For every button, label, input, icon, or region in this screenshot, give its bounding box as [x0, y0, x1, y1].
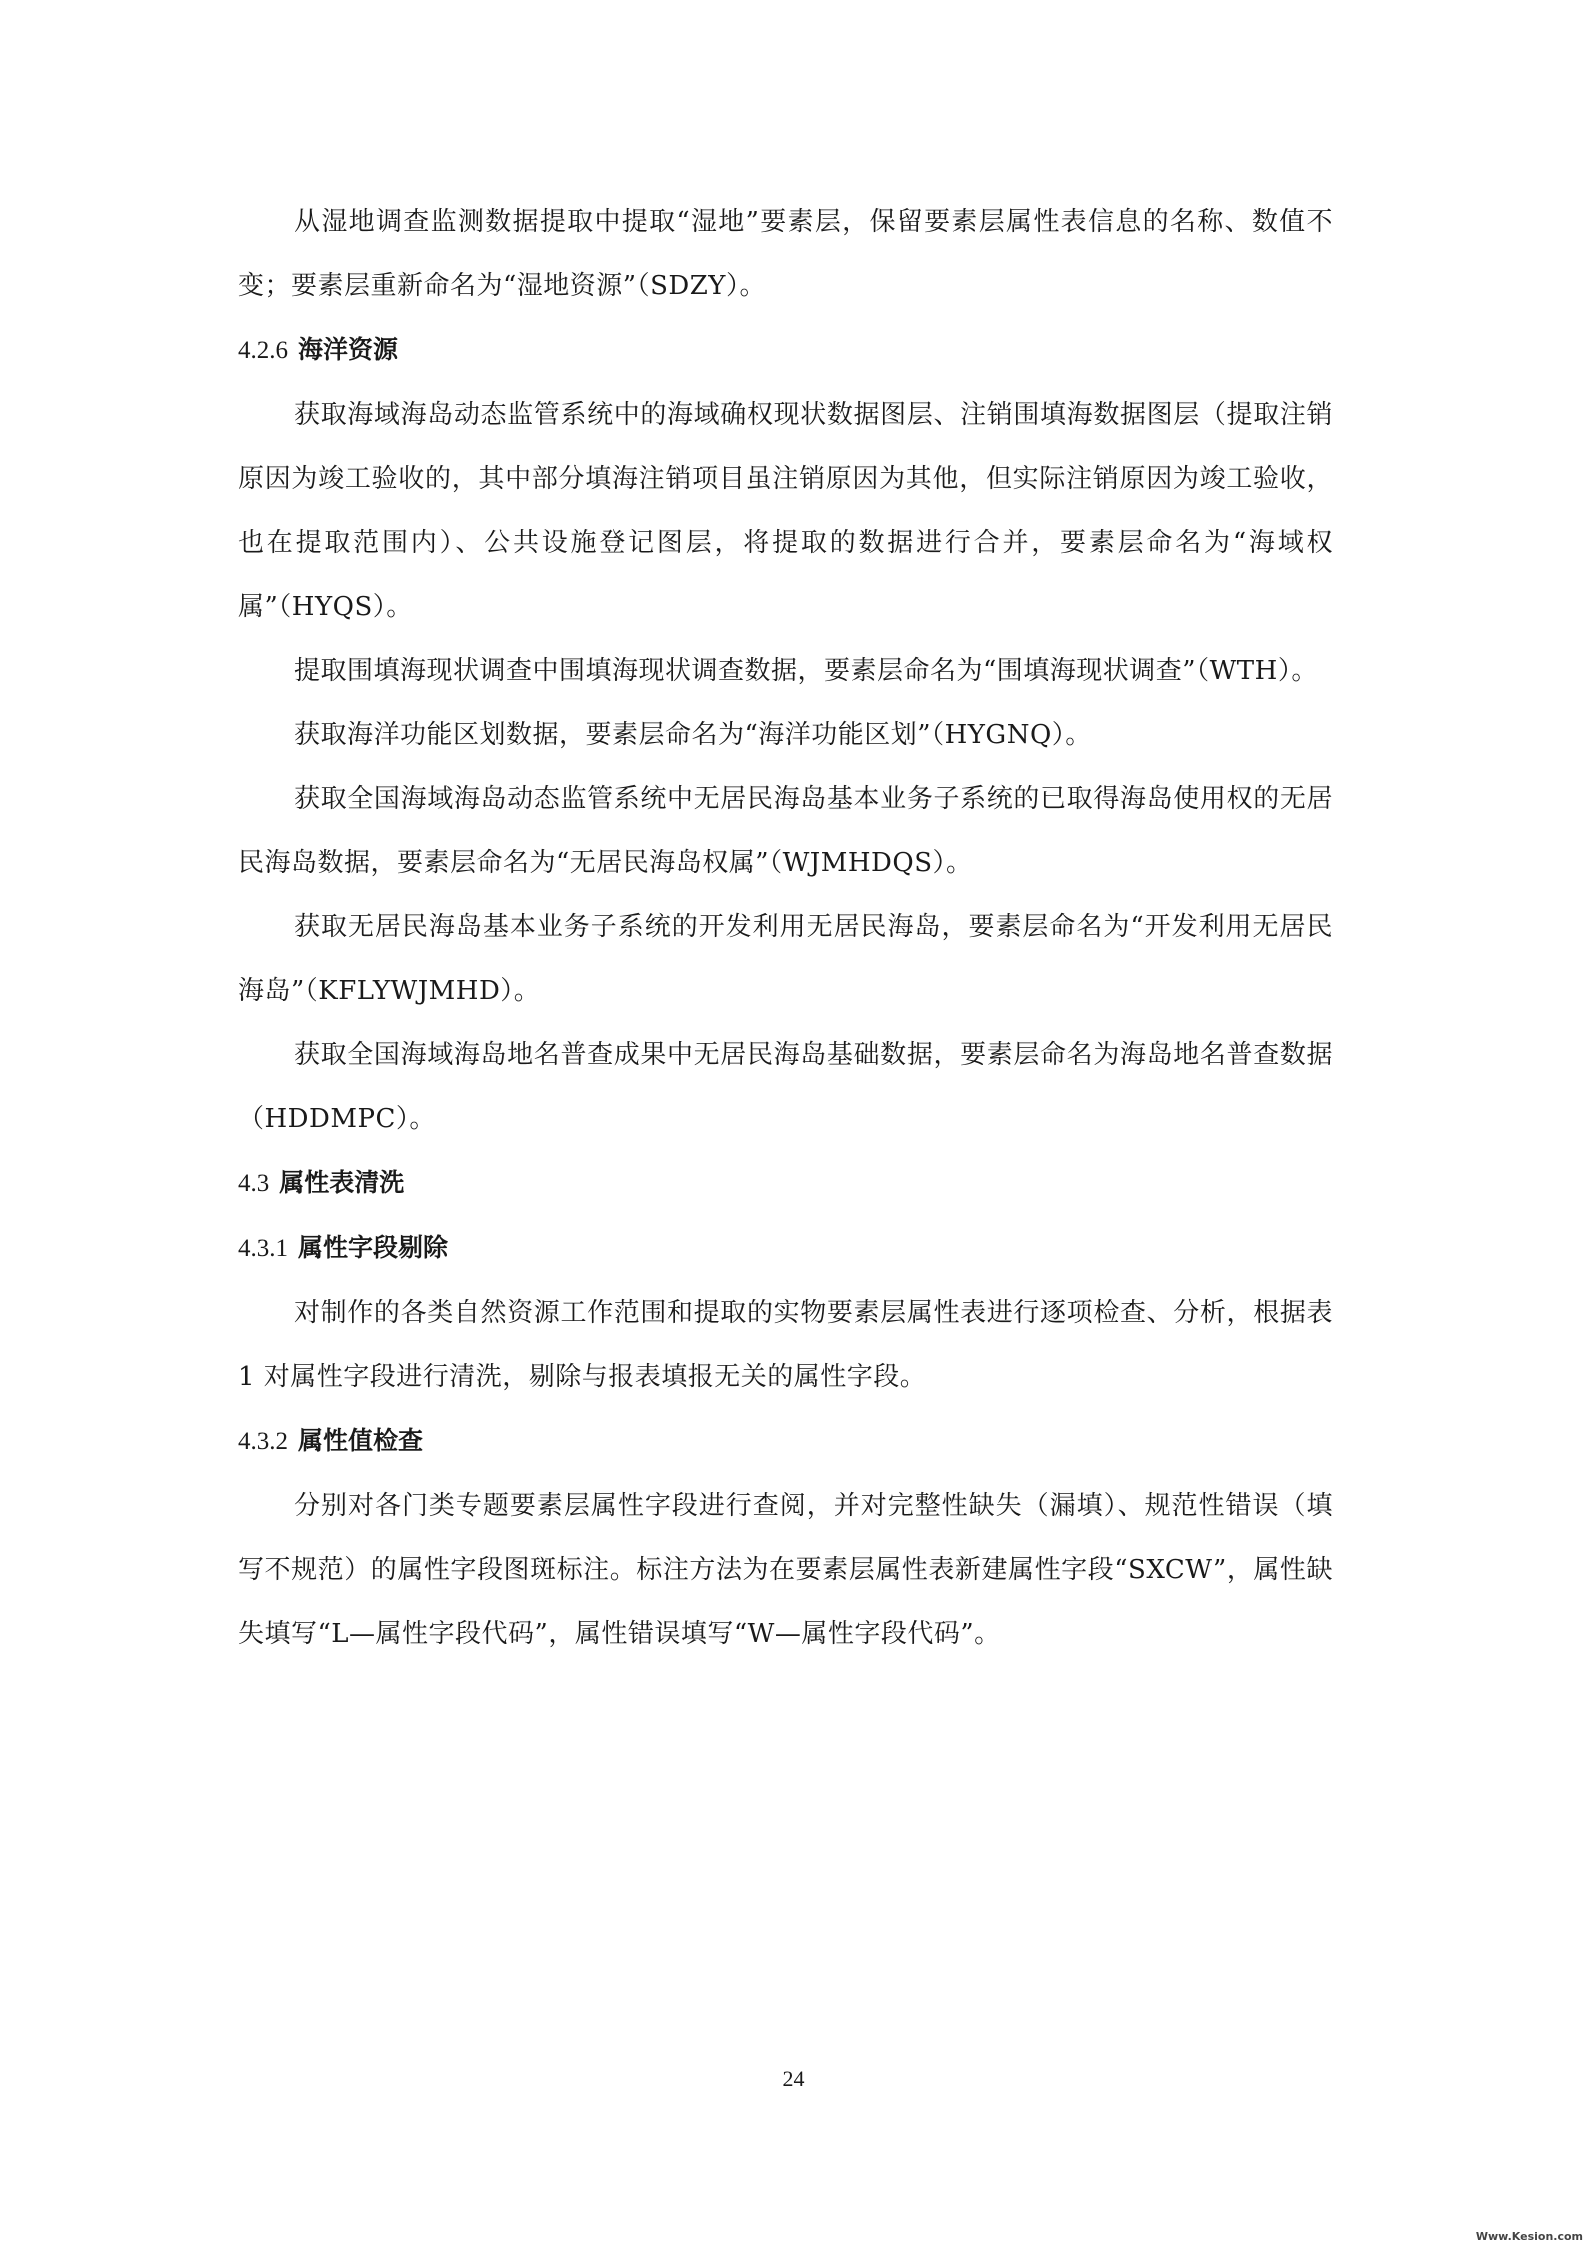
paragraph-island-names: 获取全国海域海岛地名普查成果中无居民海岛基础数据，要素层命名为海岛地名普查数据（HDDMPC）。: [238, 1040, 1333, 1134]
page-number: 24: [782, 2066, 805, 2091]
section-number: 4.3.2: [238, 1428, 288, 1455]
section-heading-4-3-2: [238, 1409, 1333, 1474]
paragraph-island-use: 获取无居民海岛基本业务子系统的开发利用无居民海岛，要素层命名为“开发利用无居民海岛”（KFLYWJMHD）。: [238, 912, 1333, 1006]
paragraph-field-removal: 对制作的各类自然资源工作范围和提取的实物要素层属性表进行逐项检查、分析，根据表 1 对属性字段进行清洗，剔除与报表填报无关的属性字段。: [238, 1298, 1333, 1392]
paragraph-reclamation: 提取围填海现状调查中围填海现状调查数据，要素层命名为“围填海现状调查”（WTH）。: [294, 656, 1318, 686]
watermark: Www.Kesion.com: [1475, 2230, 1583, 2243]
paragraph-ocean-zoning: 获取海洋功能区划数据，要素层命名为“海洋功能区划”（HYGNQ）。: [294, 720, 1092, 750]
section-heading-4-3-1: [238, 1216, 1333, 1281]
paragraph-sea-rights: 获取海域海岛动态监管系统中的海域确权现状数据图层、注销围填海数据图层（提取注销原因为竣工验收的，其中部分填海注销项目虽注销原因为其他，但实际注销原因为竣工验收，也在提取范围内）、公共设施登记图层，将提取的数据进行合并，要素层命名为“海域权属”（HYQS）。: [238, 400, 1333, 622]
section-heading-4-3: [238, 1151, 1333, 1216]
section-number: 4.3.1: [238, 1235, 288, 1262]
section-heading-4-2-6: [238, 318, 1333, 383]
section-number: 4.2.6: [238, 337, 288, 364]
paragraph-island-rights: 获取全国海域海岛动态监管系统中无居民海岛基本业务子系统的已取得海岛使用权的无居民海岛数据，要素层命名为“无居民海岛权属”（WJMHDQS）。: [238, 784, 1333, 878]
section-title: 属性表清洗: [279, 1168, 405, 1197]
paragraph-value-check: 分别对各门类专题要素层属性字段进行查阅，并对完整性缺失（漏填）、规范性错误（填写不规范）的属性字段图斑标注。标注方法为在要素层属性表新建属性字段“SXCW”，属性缺失填写“L—属性字段代码”，属性错误填写“W—属性字段代码”。: [238, 1491, 1333, 1649]
paragraph-wetland: 从湿地调查监测数据提取中提取“湿地”要素层，保留要素层属性表信息的名称、数值不变；要素层重新命名为“湿地资源”（SDZY）。: [238, 207, 1333, 301]
section-title: 属性值检查: [298, 1426, 424, 1455]
section-title: 属性字段剔除: [298, 1233, 449, 1262]
document-body: [238, 190, 1333, 1666]
section-title: 海洋资源: [298, 335, 399, 364]
section-number: 4.3: [238, 1170, 270, 1197]
